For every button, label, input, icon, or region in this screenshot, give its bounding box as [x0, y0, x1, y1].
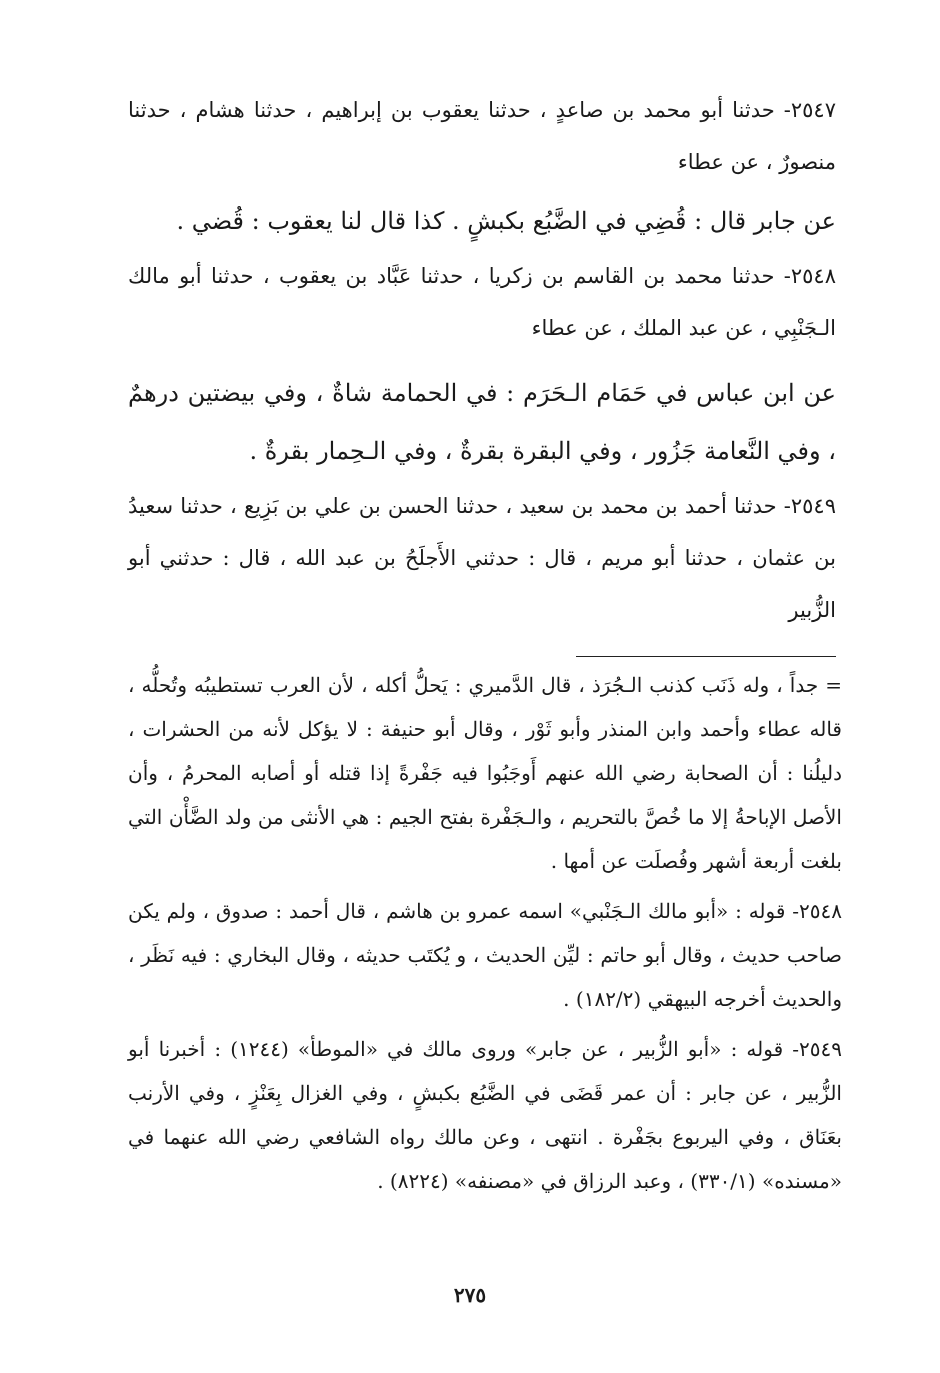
hadith-2548-matn: عن ابن عباس في حَمَام الـحَرَم : في الحمامة شاةٌ ، وفي بيضتين درهمٌ ، وفي النَّعامة جَزُور ، وفي البقرة بقرةٌ ، وفي الـحِمار بقرةٌ .	[128, 379, 836, 465]
page-number: ٢٧٥	[453, 1283, 487, 1307]
footnote-2549: ٢٥٤٩- قوله : «أبو الزُّبير ، عن جابر» وروى مالك في «الموطأ» (١٢٤٤) : أخبرنا أبو الزُّبير ، عن جابر : أن عمر قَضَى في الضَّبُع بكبشٍ ، وفي الغزال بِعَنْزٍ ، وفي الأرنب بعَنَاق ، وفي اليربوع بجَفْرة . انتهى ، وعن مالك رواه الشافعي رضي الله عنهما في «مسنده» (٣٣٠/١) ، وعبد الرزاق في «مصنفه» (٨٢٢٤) .	[128, 1037, 842, 1193]
book-page	[128, 84, 842, 1344]
hadith-2549-isnad: ٢٥٤٩- حدثنا أحمد بن محمد بن سعيد ، حدثنا الحسن بن علي بن بَزِيع ، حدثنا سعيدُ بن عثمان ، حدثنا أبو مريم ، قال : حدثني الأَجلَحُ بن عبد الله ، قال : حدثني أبو الزُّبير	[128, 494, 836, 622]
hadith-2548-isnad: ٢٥٤٨- حدثنا محمد بن القاسم بن زكريا ، حدثنا عَبَّاد بن يعقوب ، حدثنا أبو مالك الـجَنْبِي ، عن عبد الملك ، عن عطاء	[128, 264, 836, 340]
footnote-separator	[576, 656, 836, 657]
footnotes	[128, 663, 842, 1203]
hadith-2547-isnad: ٢٥٤٧- حدثنا أبو محمد بن صاعدٍ ، حدثنا يعقوب بن إبراهيم ، حدثنا هشام ، حدثنا منصورٌ ، عن عطاء	[128, 98, 836, 174]
hadith-2547-matn: عن جابر قال : قُضِي في الضَّبُع بكبشٍ . كذا قال لنا يعقوب : قُضي .	[176, 207, 836, 235]
footnote-2548: ٢٥٤٨- قوله : «أبو مالك الـجَنْبي» اسمه عمرو بن هاشم ، قال أحمد : صدوق ، ولم يكن صاحب حديث ، وقال أبو حاتم : ليِّن الحديث ، و يُكتَب حديثه ، وقال البخاري : فيه نَظَر ، والحديث أخرجه البيهقي (١٨٢/٢) .	[128, 899, 842, 1011]
footnote-continued: = جداً ، وله ذَنَب كذنب الـجُرَذ ، قال الدَّميري : يَحلُّ أكله ، لأن العرب تستطيبُه وتُحلُّه ، قاله عطاء وأحمد وابن المنذر وأبو ثَوْر ، وقال أبو حنيفة : لا يؤكل لأنه من الحشرات ، دليلُنا : أن الصحابة رضي الله عنهم أَوجَبُوا فيه جَفْرةً إذا قتله أو أصابه المحرمُ ، وأن الأصل الإباحةُ إلا ما خُصَّ بالتحريم ، والـجَفْرة بفتح الجيم : هي الأنثى من ولد الضَّأْن التي بلغت أربعة أشهر وفُصلَت عن أمها .	[128, 673, 842, 873]
